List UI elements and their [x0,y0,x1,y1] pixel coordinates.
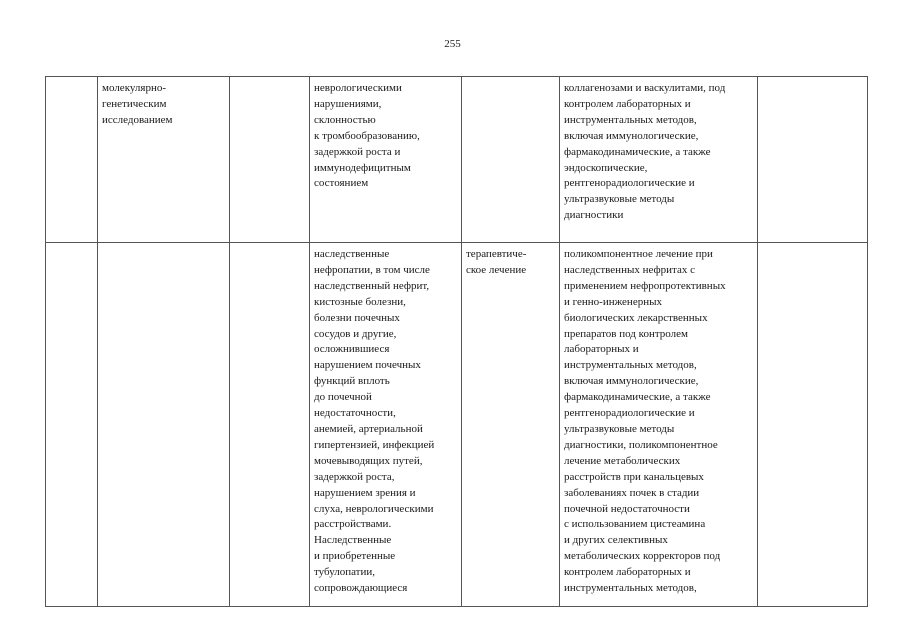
cell-text-line: коллагенозами и васкулитами, под [564,82,726,94]
table-cell-empty [758,77,868,243]
page-number: 255 [444,38,461,50]
cell-text-line: задержкой роста и [314,145,401,158]
cell-text-line: метаболических корректоров под [564,550,721,563]
table-cell-code [98,77,230,243]
cell-text-line: биологических лекарственных [564,311,708,324]
table-cell-condition [310,243,462,607]
cell-text-line: диагностики, поликомпонентное [564,438,718,451]
cell-text-line: болезни почечных [314,311,400,324]
cell-text-line: функций вплоть [314,375,390,388]
cell-text-line: ское лечение [466,263,527,276]
cell-text-line: с использованием цистеамина [564,518,706,531]
cell-text-line: инструментальных методов, [564,113,697,126]
table-cell-condition [310,77,462,243]
cell-text-line: недостаточности, [314,407,396,420]
cell-text-line: применением нефропротективных [564,279,726,292]
cell-text-line: поликомпонентное лечение при [564,248,713,260]
cell-text-line: заболеваниях почек в стадии [564,486,700,499]
table-row [46,77,868,243]
cell-text-line: включая иммунологические, [564,129,699,142]
table-cell-empty [758,243,868,607]
cell-text-line: тубулопатии, [314,566,376,579]
cell-text-line: ультразвуковые методы [564,422,675,435]
cell-text-line: состоянием [314,177,369,190]
table-cell-treatment-method [560,243,758,607]
treatment-table [45,76,868,607]
cell-text-line: нефропатии, в том числе [314,263,430,276]
cell-text-line: нарушением почечных [314,359,421,372]
cell-text-line: нарушениями, [314,97,382,110]
cell-text-line: рентгенорадиологические и [564,177,695,190]
cell-text-line: препаратов под контролем [564,327,688,340]
cell-text-line: неврологическими [314,82,402,94]
table-cell-number [46,243,98,607]
cell-text-line: анемией, артериальной [314,422,423,435]
cell-text-line: и генно-инженерных [564,295,662,308]
cell-text-line: включая иммунологические, [564,375,699,388]
table-cell-empty [230,77,310,243]
table-cell-treatment-method [560,77,758,243]
cell-text-line: почечной недостаточности [564,502,690,515]
cell-text-line: наследственных нефритах с [564,263,695,276]
cell-text-line: контролем лабораторных и [564,97,691,110]
cell-text-line: инструментальных методов, [564,582,697,595]
cell-text-line: контролем лабораторных и [564,566,691,579]
cell-text-line: сосудов и другие, [314,327,397,340]
cell-text-line: генетическим [102,97,167,110]
cell-text-line: лабораторных и [564,343,639,356]
cell-text-line: мочевыводящих путей, [314,454,423,467]
cell-text-line: наследственный нефрит, [314,279,430,292]
cell-text-line: рентгенорадиологические и [564,407,695,420]
table-cell-treatment-type [462,243,560,607]
cell-text-line: эндоскопические, [564,161,648,174]
cell-text-line: к тромбообразованию, [314,129,420,142]
cell-text-line: осложнившиеся [314,343,390,356]
cell-text-line: ультразвуковые методы [564,193,675,206]
cell-text-line: сопровождающиеся [314,582,408,595]
cell-text-line: инструментальных методов, [564,359,697,372]
cell-text-line: задержкой роста, [314,470,395,483]
table-cell-empty [230,243,310,607]
cell-text-line: наследственные [314,248,390,260]
table-cell-code [98,243,230,607]
cell-text-line: расстройствами. [314,518,392,531]
cell-text-line: иммунодефицитным [314,161,411,174]
cell-text-line: нарушением зрения и [314,486,416,499]
cell-text-line: фармакодинамические, а также [564,391,711,404]
table-cell-treatment-type [462,77,560,243]
cell-text-line: лечение метаболических [564,454,681,467]
table-row [46,243,868,607]
cell-text-line: кистозные болезни, [314,295,406,308]
cell-text-line: исследованием [102,113,173,126]
cell-text-line: молекулярно- [102,82,166,94]
cell-text-line: фармакодинамические, а также [564,145,711,158]
table-cell-number [46,77,98,243]
cell-text-line: до почечной [314,391,372,404]
cell-text-line: Наследственные [314,534,392,547]
cell-text-line: и приобретенные [314,550,396,563]
cell-text-line: расстройств при канальцевых [564,470,704,483]
cell-text-line: склонностью [314,113,376,126]
cell-text-line: гипертензией, инфекцией [314,438,435,451]
cell-text-line: диагностики [564,209,624,222]
cell-text-line: терапевтиче- [466,248,527,260]
cell-text-line: и других селективных [564,534,668,547]
cell-text-line: слуха, неврологическими [314,502,434,515]
